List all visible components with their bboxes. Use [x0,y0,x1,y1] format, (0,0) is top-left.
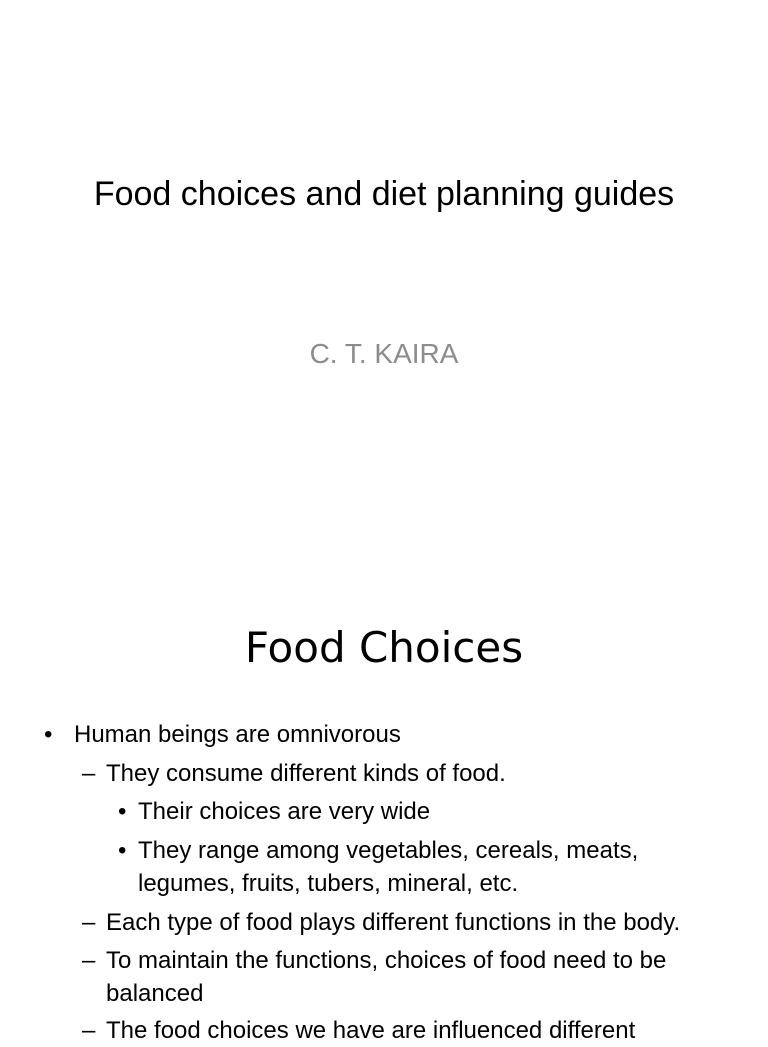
bullet-marker: • [44,721,53,748]
bullet-text: Each type of food plays different functions in the body. [106,909,681,936]
bullet-marker: – [82,1017,96,1044]
bullet-text: The food choices we have are influenced different [106,1017,636,1044]
slide-2 [0,576,768,1044]
bullet-text: Their choices are very wide [138,798,431,825]
bullet-marker: • [118,798,127,825]
slide-title: Food choices and diet planning guides [93,175,675,213]
slide-subtitle: C. T. KAIRA [309,338,459,369]
bullet-text: To maintain the functions, choices of food need to be balanced [106,947,667,1007]
bullet-marker: • [118,837,127,864]
slide-heading: Food Choices [244,623,524,672]
bullet-text: They consume different kinds of food. [106,760,506,787]
bullet-text: Human beings are omnivorous [74,721,401,748]
bullet-marker: – [82,760,96,787]
bullet-marker: – [82,947,96,974]
bullet-text: They range among vegetables, cereals, meats, legumes, fruits, tubers, mineral, etc. [138,837,639,897]
bullet-marker: – [82,909,96,936]
